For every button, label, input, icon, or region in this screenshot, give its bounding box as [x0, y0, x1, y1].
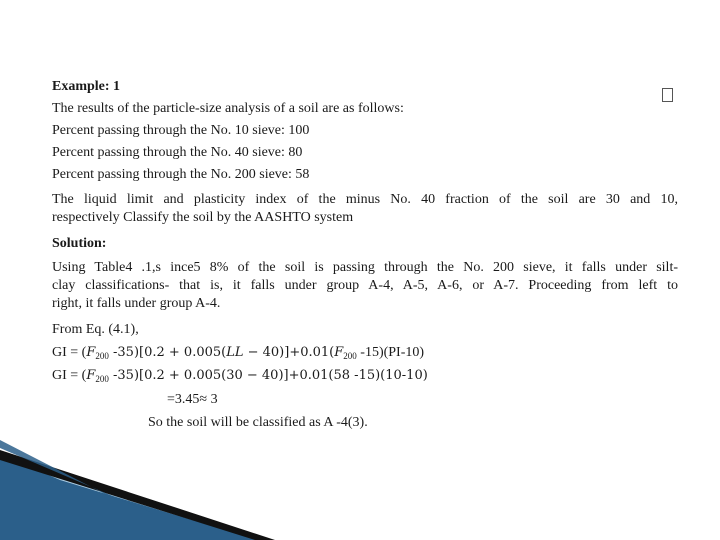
- missing-glyph-icon: [662, 88, 673, 102]
- solution-line-3: right, it falls under group A-4.: [52, 296, 221, 311]
- eq1-f-subscript-2: 200: [343, 351, 357, 361]
- eq1-f-symbol-2: F: [334, 345, 344, 360]
- solution-label: Solution:: [52, 236, 107, 251]
- eq1-gi: GI = (: [52, 345, 87, 360]
- eq2-gi: GI = (: [52, 368, 87, 383]
- eq1-bracket: -35)[0.2 + 0.005(: [108, 345, 227, 360]
- equation-substituted: [52, 367, 428, 388]
- slide-decoration: [0, 440, 720, 540]
- eq1-f-symbol: F: [86, 345, 96, 360]
- eq2-f-subscript: 200: [95, 374, 109, 384]
- eq2-body: -35)[0.2 + 0.005(30 − 40)]+0.01(58 -15)(10-10): [108, 368, 428, 383]
- from-equation-line: From Eq. (4.1),: [52, 322, 139, 337]
- example-title: Example: 1: [52, 79, 121, 94]
- intro-line: The results of the particle-size analysis of a soil are as follows:: [52, 101, 404, 116]
- equation-general: [52, 344, 424, 365]
- eq1-ll-symbol: LL: [226, 345, 244, 360]
- eq2-f-symbol: F: [86, 368, 96, 383]
- limits-line-1: The liquid limit and plasticity index of the minus No. 40 fraction of the soil are 30 and 10,: [52, 192, 678, 207]
- sieve-10-line: Percent passing through the No. 10 sieve: 100: [52, 123, 310, 138]
- conclusion-line: So the soil will be classified as A -4(3).: [148, 415, 368, 430]
- sieve-200-line: Percent passing through the No. 200 sieve: 58: [52, 167, 310, 182]
- solution-line-1: Using Table4 .1,s ince5 8% of the soil is passing through the No. 200 sieve, it falls under silt-: [52, 260, 678, 275]
- eq1-end: -15)(PI-10): [356, 345, 425, 360]
- result-line: =3.45≈ 3: [167, 392, 218, 407]
- sieve-40-line: Percent passing through the No. 40 sieve: 80: [52, 145, 303, 160]
- eq1-middle: − 40)]+0.01(: [243, 345, 335, 360]
- limits-line-2: respectively Classify the soil by the AASHTO system: [52, 210, 354, 225]
- solution-line-2: clay classifications- that is, it falls under group A-4, A-5, A-6, or A-7. Proceeding from left to: [52, 278, 678, 293]
- eq1-f-subscript: 200: [95, 351, 109, 361]
